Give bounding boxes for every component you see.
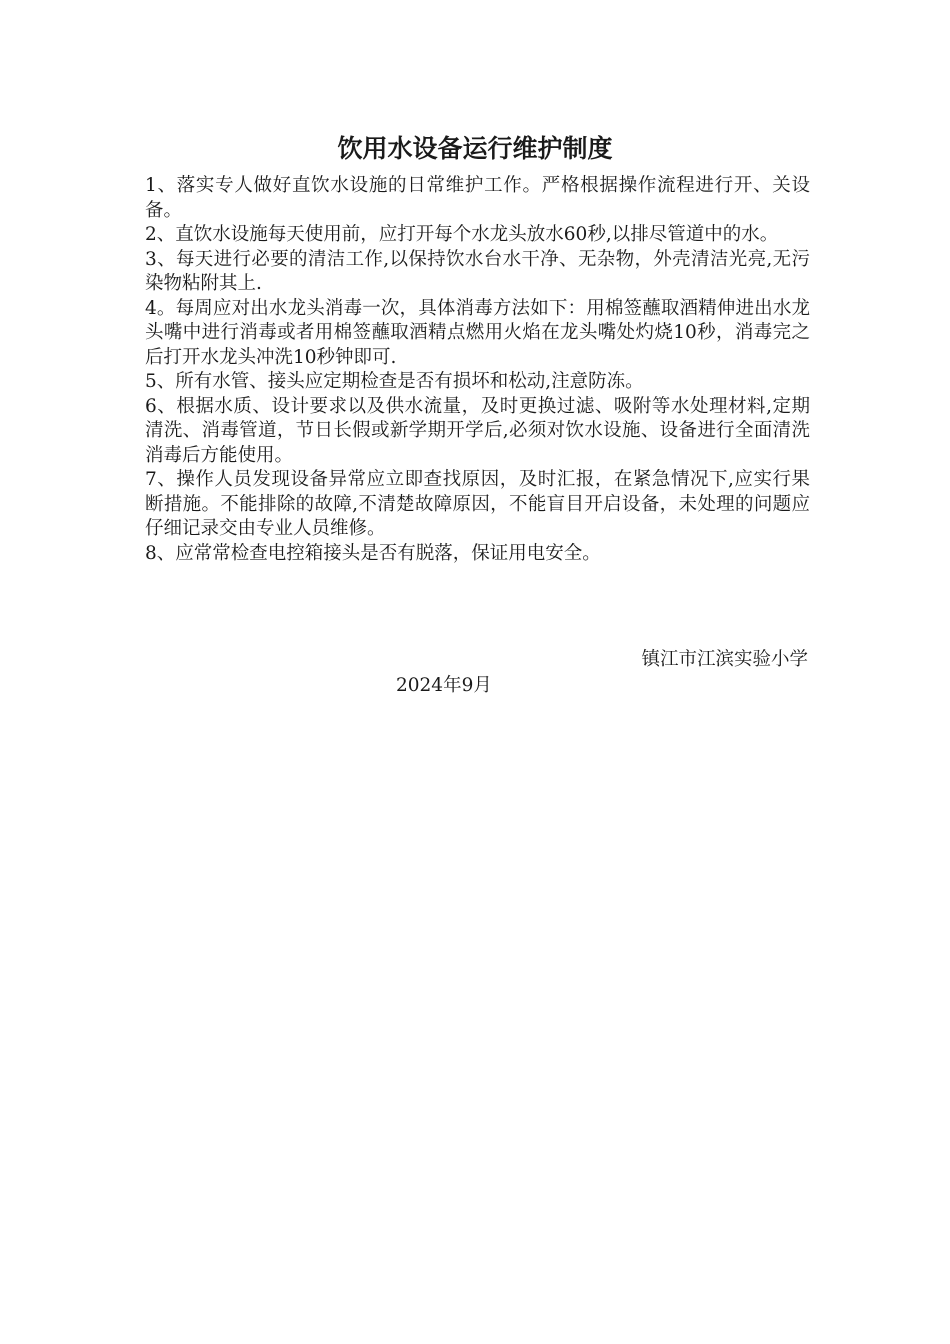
issuing-organization: 镇江市江滨实验小学 (641, 649, 808, 670)
paragraph-5: 5、所有水管、接头应定期检查是否有损坏和松动,注意防冻。 (145, 371, 644, 392)
document-title: 饮用水设备运行维护制度 (337, 134, 613, 163)
paragraph-1: 1、落实专人做好直饮水设施的日常维护工作。严格根据操作流程进行开、关设备。 (145, 175, 810, 221)
paragraph-7: 7、操作人员发现设备异常应立即查找原因，及时汇报，在紧急情况下,应实行果断措施。不能排除的故障,不清楚故障原因，不能盲目开启设备，未处理的问题应仔细记录交由专业人员维修。 (145, 469, 810, 539)
paragraph-2: 2、直饮水设施每天使用前，应打开每个水龙头放水60秒,以排尽管道中的水。 (145, 224, 779, 245)
paragraph-8: 8、应常常检查电控箱接头是否有脱落，保证用电安全。 (145, 542, 601, 564)
paragraph-6: 6、根据水质、设计要求以及供水流量，及时更换过滤、吸附等水处理材料,定期清洗、消毒管道，节日长假或新学期开学后,必须对饮水设施、设备进行全面清洗消毒后方能使用。 (145, 395, 810, 466)
issue-date: 2024年9月 (396, 675, 492, 696)
paragraph-3: 3、每天进行必要的清洁工作,以保持饮水台水干净、无杂物，外壳清洁光亮,无污染物粘附其上. (145, 248, 810, 294)
paragraph-4: 4。每周应对出水龙头消毒一次，具体消毒方法如下：用棉签蘸取酒精伸进出水龙头嘴中进行消毒或者用棉签蘸取酒精点燃用火焰在龙头嘴处灼烧10秒，消毒完之后打开水龙头冲洗10秒钟即可. (145, 297, 810, 368)
document-body (145, 174, 810, 566)
